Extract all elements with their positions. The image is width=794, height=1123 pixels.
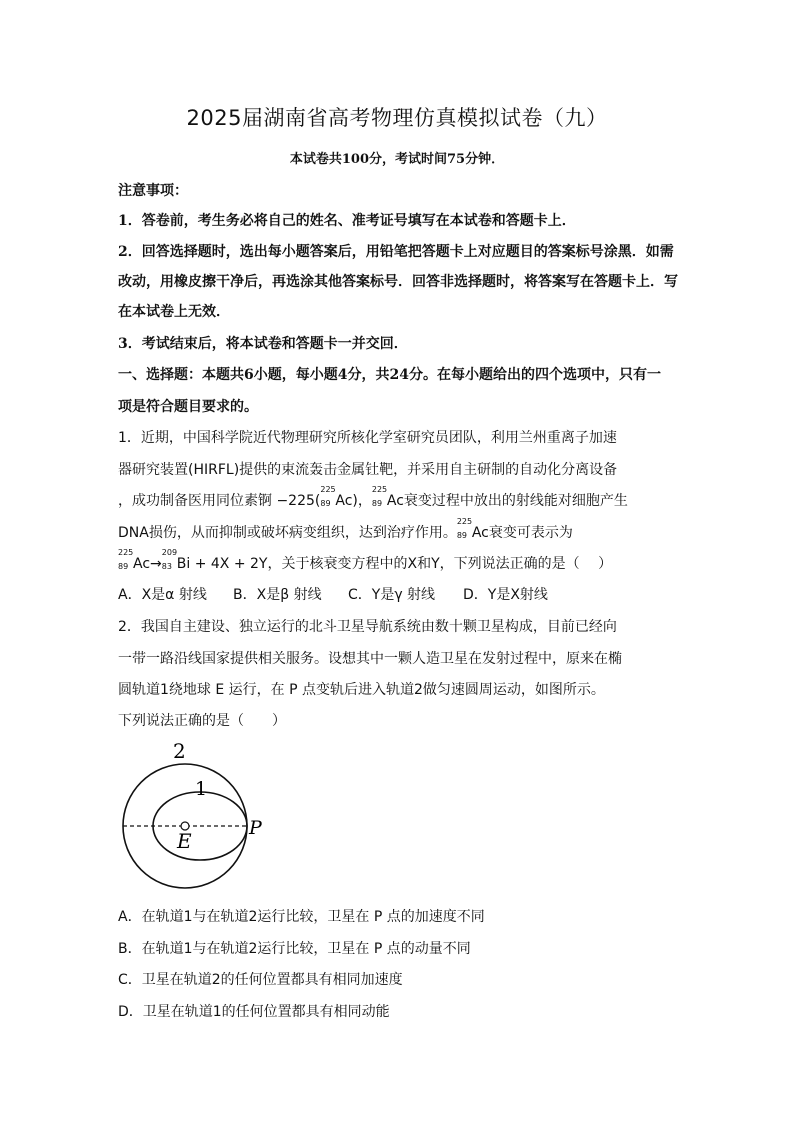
q1-line-3-mid: )， (352, 493, 372, 509)
q2-option-a[interactable]: A．在轨道1与在轨道2运行比较，卫星在 P 点的加速度不同 (118, 909, 485, 925)
q1-decay-equation (118, 548, 688, 573)
q1-option-a[interactable]: A．X是α 射线 (118, 587, 207, 603)
decay-arrow: → (150, 556, 162, 572)
section-1-heading-line-2: 项是符合题目要求的。 (118, 399, 258, 415)
q2-option-b[interactable]: B．在轨道1与在轨道2运行比较，卫星在 P 点的动量不同 (118, 941, 471, 957)
notes-item-1: 1．答卷前，考生务必将自己的姓名、准考证号填写在本试卷和答题卡上． (118, 213, 576, 229)
notes-item-2-line-3: 在本试卷上无效． (118, 304, 230, 320)
actinium-225-nuclide: 225 89 Ac (118, 548, 151, 572)
notes-item-3: 3．考试结束后，将本试卷和答题卡一并交回． (118, 336, 408, 352)
q1-line-4-pre: DNA损伤，从而抑制或破坏病变组织，达到治疗作用。 (118, 525, 457, 541)
orbit-2-label: 2 (173, 739, 186, 763)
notes-item-2-line-1: 2．回答选择题时，选出每小题答案后，用铅笔把答题卡上对应题目的答案标号涂黑．如需 (118, 244, 674, 260)
section-1-heading-line-1: 一、选择题：本题共6小题，每小题4分，共24分。在每小题给出的四个选项中，只有一 (118, 367, 661, 383)
bismuth-209-nuclide: 209 83 Bi (161, 548, 191, 572)
q1-line-2: 器研究装置(HIRFL)提供的束流轰击金属钍靶，并采用自主研制的自动化分离设备 (118, 462, 618, 478)
notes-item-2-line-2: 改动，用橡皮擦干净后，再选涂其他答案标号．回答非选择题时，将答案写在答题卡上．写 (118, 274, 678, 290)
q2-line-3: 圆轨道1绕地球 E 运行，在 P 点变轨后进入轨道2做匀速圆周运动，如图所示。 (118, 682, 605, 698)
exam-subtitle: 本试卷共100分，考试时间75分钟． (289, 152, 505, 167)
actinium-225-nuclide: 225 89 Ac (371, 485, 404, 509)
q1-option-c[interactable]: C．Y是γ 射线 (348, 587, 436, 603)
q2-line-1: 2．我国自主建设、独立运行的北斗卫星导航系统由数十颗卫星构成，目前已经向 (118, 619, 617, 635)
q2-option-d[interactable]: D．卫星在轨道1的任何位置都具有相同动能 (118, 1004, 390, 1020)
point-p-label: P (249, 817, 262, 839)
q1-option-d[interactable]: D．Y是X射线 (463, 587, 548, 603)
orbit-diagram (118, 736, 278, 896)
q1-line-1: 1．近期，中国科学院近代物理研究所核化学室研究员团队，利用兰州重离子加速 (118, 430, 617, 446)
actinium-225-nuclide: 225 89 Ac (320, 485, 353, 509)
q1-line-4-post: 衰变可表示为 (488, 525, 573, 541)
q1-line-5-post: + 4X + 2Y，关于核衰变方程中的X和Y，下列说法正确的是（ ） (190, 556, 613, 572)
q1-line-3 (118, 485, 688, 510)
actinium-225-nuclide: 225 89 Ac (456, 517, 489, 541)
q2-option-c[interactable]: C．卫星在轨道2的任何位置都具有相同加速度 (118, 972, 403, 988)
exam-title: 2025届湖南省高考物理仿真模拟试卷（九） (186, 106, 608, 130)
q1-option-b[interactable]: B．X是β 射线 (233, 587, 322, 603)
q1-line-4 (118, 517, 688, 542)
q1-options (118, 584, 688, 604)
orbit-1-label: 1 (195, 778, 208, 800)
q1-line-3-post: 衰变过程中放出的射线能对细胞产生 (403, 493, 628, 509)
notes-heading: 注意事项： (118, 183, 188, 199)
q1-line-3-pre: ，成功制备医用同位素锕 −225( (118, 493, 321, 509)
q2-line-4: 下列说法正确的是（ ） (118, 713, 286, 729)
earth-label: E (177, 829, 192, 853)
q2-line-2: 一带一路沿线国家提供相关服务。设想其中一颗人造卫星在发射过程中，原来在椭 (118, 651, 622, 667)
